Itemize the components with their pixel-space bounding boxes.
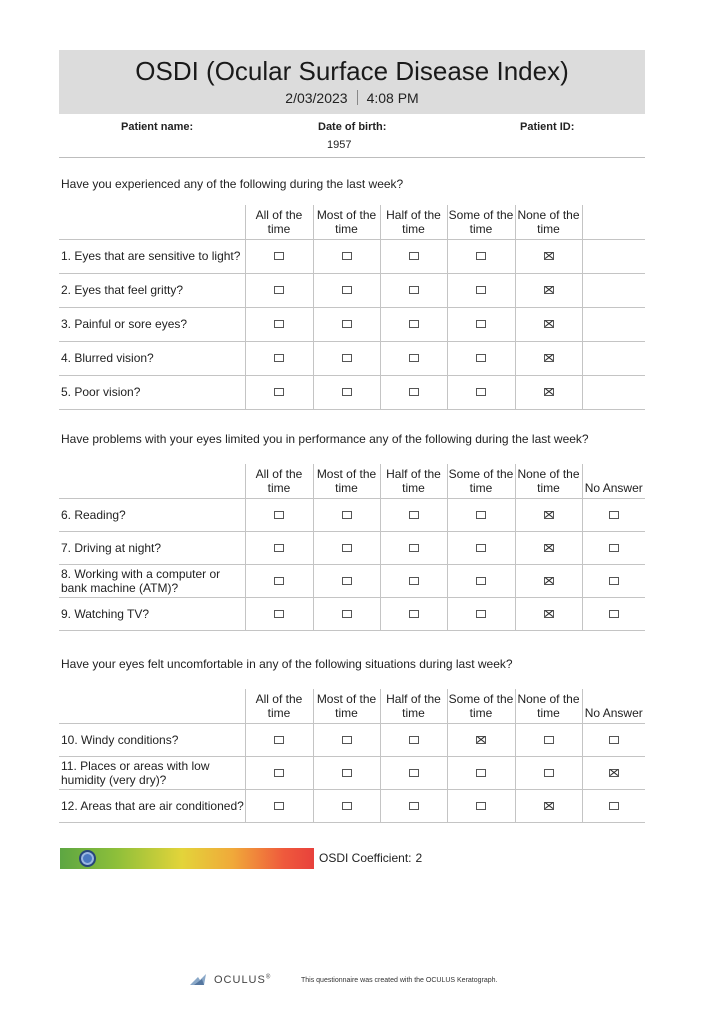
column-header-line-1: Half of the [386, 207, 441, 222]
answer-cell [582, 498, 645, 531]
checkbox-empty[interactable] [609, 511, 619, 519]
checkbox-empty[interactable] [609, 577, 619, 585]
patient-divider [59, 157, 645, 158]
report-datetime [59, 90, 645, 106]
checkbox-empty[interactable] [609, 544, 619, 552]
checkbox-empty[interactable] [409, 388, 419, 396]
checkbox-empty[interactable] [342, 354, 352, 362]
table-row [59, 498, 645, 531]
column-header-line-2: time [469, 480, 493, 495]
answer-cell [582, 564, 645, 597]
checkbox-empty[interactable] [476, 354, 486, 362]
trademark-mark: ® [265, 974, 272, 981]
checkbox-empty[interactable] [409, 286, 419, 294]
answer-cell [582, 273, 645, 307]
answer-cell [447, 564, 515, 597]
answer-cell [515, 307, 582, 341]
checkbox-empty[interactable] [342, 736, 352, 744]
table-header-row [59, 205, 645, 239]
answer-cell [313, 789, 380, 822]
checkbox-empty[interactable] [409, 769, 419, 777]
answer-cell [380, 375, 447, 409]
checkbox-empty[interactable] [274, 252, 284, 260]
checkbox-empty[interactable] [342, 769, 352, 777]
answer-cell [447, 273, 515, 307]
column-header-line-2: time [335, 221, 358, 236]
answer-cell [313, 597, 380, 630]
column-header-line-2: time [469, 705, 493, 720]
table-row [59, 756, 645, 789]
answer-cell [515, 341, 582, 375]
checkbox-empty[interactable] [544, 736, 554, 744]
oculus-logo [190, 974, 271, 986]
checkbox-empty[interactable] [342, 802, 352, 810]
column-header-line-2: No Answer [584, 705, 643, 720]
column-header-line-1: Most of the [316, 207, 377, 222]
column-header [515, 689, 582, 723]
answer-cell [313, 531, 380, 564]
answer-cell [447, 597, 515, 630]
checkbox-empty[interactable] [609, 736, 619, 744]
checkbox-empty[interactable] [409, 252, 419, 260]
section-3-table [59, 689, 645, 823]
answer-cell [515, 564, 582, 597]
dob-label: Date of birth: [318, 121, 387, 133]
checkbox-checked[interactable] [544, 577, 554, 585]
column-header-line-2: time [537, 705, 560, 720]
column-header [447, 689, 515, 723]
question-label-line-1: 2. Eyes that feel gritty? [61, 283, 184, 297]
checkbox-empty[interactable] [476, 320, 486, 328]
answer-cell [313, 307, 380, 341]
section-2-question: Have problems with your eyes limited you in performance any of the following during the last week? [61, 432, 589, 446]
answer-cell [245, 756, 313, 789]
table-row [59, 273, 645, 307]
dob-value: 1957 [327, 139, 352, 151]
column-header-line-2: time [335, 480, 358, 495]
osdi-coefficient-value: 2 [415, 851, 423, 865]
checkbox-empty[interactable] [476, 286, 486, 294]
answer-cell [380, 564, 447, 597]
table-header-row [59, 464, 645, 498]
checkbox-empty[interactable] [274, 286, 284, 294]
answer-cell [380, 498, 447, 531]
question-label-line-1: 3. Painful or sore eyes? [61, 317, 188, 331]
answer-cell [515, 273, 582, 307]
question-label [59, 564, 245, 597]
checkbox-empty[interactable] [544, 769, 554, 777]
column-header-line-1 [583, 215, 646, 229]
answer-cell [447, 789, 515, 822]
answer-cell [515, 597, 582, 630]
answer-cell [380, 531, 447, 564]
patient-name-label: Patient name: [121, 121, 194, 133]
column-header-line-1: Half of the [386, 691, 441, 706]
checkbox-empty[interactable] [342, 388, 352, 396]
column-header-line-1: None of the [517, 691, 580, 706]
column-header [245, 464, 313, 498]
section-1-question: Have you experienced any of the following during the last week? [61, 177, 404, 191]
answer-cell [380, 273, 447, 307]
column-header-line-1: All of the [255, 207, 303, 222]
column-header [245, 689, 313, 723]
column-header-line-1: Some of the [448, 466, 514, 481]
section-1-table [59, 205, 645, 410]
question-label-line-1: 7. Driving at night? [61, 540, 162, 555]
checkbox-empty[interactable] [342, 544, 352, 552]
column-header [447, 464, 515, 498]
answer-cell [447, 307, 515, 341]
checkbox-empty[interactable] [476, 252, 486, 260]
checkbox-checked[interactable] [544, 802, 554, 810]
answer-cell [515, 239, 582, 273]
question-label [59, 375, 245, 409]
answer-cell [582, 597, 645, 630]
answer-cell [245, 341, 313, 375]
section-3-question: Have your eyes felt uncomfortable in any of the following situations during last week? [61, 657, 513, 671]
question-label-line-1: 11. Places or areas with low [61, 758, 210, 773]
patient-id-label: Patient ID: [520, 121, 575, 133]
osdi-gauge-bar [60, 848, 314, 869]
question-label [59, 531, 245, 564]
question-label [59, 498, 245, 531]
answer-cell [380, 723, 447, 756]
checkbox-empty[interactable] [274, 802, 284, 810]
answer-cell [515, 498, 582, 531]
column-header-line-2: time [335, 705, 358, 720]
question-label [59, 789, 245, 822]
checkbox-empty[interactable] [476, 769, 486, 777]
checkbox-checked[interactable] [544, 354, 554, 362]
answer-cell [245, 498, 313, 531]
column-header-line-2: time [267, 221, 291, 236]
question-label [59, 239, 245, 273]
column-header-line-1: All of the [255, 466, 303, 481]
checkbox-empty[interactable] [274, 577, 284, 585]
column-header [582, 464, 645, 498]
table-row [59, 564, 645, 597]
checkbox-empty[interactable] [409, 736, 419, 744]
column-header-line-1 [583, 467, 646, 481]
footer-note: This questionnaire was created with the OCULUS Keratograph. [301, 977, 498, 984]
column-header [380, 689, 447, 723]
checkbox-checked[interactable] [544, 388, 554, 396]
checkbox-empty[interactable] [409, 544, 419, 552]
report-time: 4:08 PM [366, 90, 419, 106]
report-title: OSDI (Ocular Surface Disease Index) [135, 56, 569, 86]
report-header [59, 50, 645, 114]
checkbox-empty[interactable] [409, 354, 419, 362]
answer-cell [380, 789, 447, 822]
column-header-line-2: time [267, 705, 291, 720]
column-header [380, 205, 447, 239]
checkbox-empty[interactable] [476, 511, 486, 519]
table-row [59, 375, 645, 409]
table-row [59, 723, 645, 756]
question-label-line-1: 1. Eyes that are sensitive to light? [61, 249, 241, 263]
table-header-row [59, 689, 645, 723]
answer-cell [515, 531, 582, 564]
answer-cell [582, 723, 645, 756]
checkbox-checked[interactable] [476, 736, 486, 744]
answer-cell [313, 375, 380, 409]
checkbox-empty[interactable] [274, 769, 284, 777]
question-label [59, 341, 245, 375]
checkbox-checked[interactable] [544, 286, 554, 294]
checkbox-empty[interactable] [274, 320, 284, 328]
checkbox-empty[interactable] [476, 802, 486, 810]
checkbox-empty[interactable] [476, 610, 486, 618]
checkbox-checked[interactable] [544, 252, 554, 260]
checkbox-empty[interactable] [476, 388, 486, 396]
column-header-line-2: time [402, 705, 425, 720]
answer-cell [447, 498, 515, 531]
question-label-line-1: 9. Watching TV? [61, 606, 150, 621]
column-header-line-1: Most of the [316, 691, 377, 706]
answer-cell [245, 273, 313, 307]
answer-cell [380, 307, 447, 341]
row-label-header [59, 689, 245, 723]
checkbox-empty[interactable] [409, 802, 419, 810]
answer-cell [313, 273, 380, 307]
oculus-logo-icon [190, 974, 212, 986]
answer-cell [515, 789, 582, 822]
answer-cell [447, 375, 515, 409]
column-header [380, 464, 447, 498]
answer-cell [582, 341, 645, 375]
answer-cell [245, 307, 313, 341]
checkbox-empty[interactable] [274, 610, 284, 618]
row-label-header [59, 464, 245, 498]
question-label [59, 307, 245, 341]
column-header [313, 689, 380, 723]
answer-cell [447, 756, 515, 789]
column-header [313, 464, 380, 498]
answer-cell [447, 341, 515, 375]
checkbox-empty[interactable] [274, 736, 284, 744]
answer-cell [582, 756, 645, 789]
answer-cell [245, 375, 313, 409]
column-header-line-1 [583, 692, 646, 706]
question-label-line-2: humidity (very dry)? [61, 772, 167, 787]
answer-cell [245, 723, 313, 756]
question-label-line-1: 10. Windy conditions? [61, 732, 179, 747]
checkbox-empty[interactable] [476, 577, 486, 585]
column-header-line-2: time [537, 221, 560, 236]
column-header [313, 205, 380, 239]
column-header [245, 205, 313, 239]
answer-cell [582, 789, 645, 822]
datetime-divider [357, 90, 358, 105]
checkbox-empty[interactable] [409, 610, 419, 618]
question-label-line-2: bank machine (ATM)? [61, 580, 179, 595]
answer-cell [380, 341, 447, 375]
checkbox-empty[interactable] [274, 511, 284, 519]
checkbox-empty[interactable] [274, 544, 284, 552]
checkbox-empty[interactable] [476, 544, 486, 552]
table-row [59, 239, 645, 273]
checkbox-empty[interactable] [342, 320, 352, 328]
checkbox-empty[interactable] [342, 577, 352, 585]
column-header-line-1: All of the [255, 691, 303, 706]
question-label [59, 273, 245, 307]
checkbox-empty[interactable] [409, 320, 419, 328]
answer-cell [245, 789, 313, 822]
column-header-line-2: time [402, 221, 425, 236]
column-header-line-1: Most of the [316, 466, 377, 481]
column-header [447, 205, 515, 239]
question-label-line-1: 4. Blurred vision? [61, 351, 154, 365]
answer-cell [380, 756, 447, 789]
answer-cell [313, 756, 380, 789]
answer-cell [380, 597, 447, 630]
answer-cell [380, 239, 447, 273]
checkbox-checked[interactable] [544, 511, 554, 519]
column-header-line-2: time [267, 480, 291, 495]
question-label-line-1: 12. Areas that are air conditioned? [61, 798, 244, 813]
answer-cell [447, 239, 515, 273]
table-row [59, 341, 645, 375]
checkbox-checked[interactable] [609, 769, 619, 777]
table-row [59, 307, 645, 341]
column-header [582, 205, 645, 239]
column-header-line-2: time [537, 480, 560, 495]
answer-cell [245, 564, 313, 597]
checkbox-empty[interactable] [342, 252, 352, 260]
osdi-coefficient-label: OSDI Coefficient: [319, 851, 412, 865]
osdi-coefficient [319, 851, 422, 865]
question-label-line-1: 6. Reading? [61, 507, 126, 522]
answer-cell [515, 375, 582, 409]
checkbox-empty[interactable] [342, 610, 352, 618]
table-row [59, 531, 645, 564]
checkbox-empty[interactable] [609, 610, 619, 618]
column-header-line-2: No Answer [584, 480, 643, 495]
answer-cell [447, 531, 515, 564]
oculus-brand: OCULUS [214, 974, 266, 986]
answer-cell [313, 498, 380, 531]
answer-cell [582, 531, 645, 564]
checkbox-checked[interactable] [544, 320, 554, 328]
answer-cell [515, 756, 582, 789]
row-label-header [59, 205, 245, 239]
question-label [59, 756, 245, 789]
answer-cell [245, 531, 313, 564]
answer-cell [515, 723, 582, 756]
checkbox-empty[interactable] [409, 577, 419, 585]
checkbox-empty[interactable] [609, 802, 619, 810]
report-date: 2/03/2023 [285, 90, 348, 106]
column-header-line-1: None of the [517, 207, 580, 222]
question-label [59, 723, 245, 756]
osdi-gauge-marker [79, 850, 96, 867]
checkbox-empty[interactable] [274, 354, 284, 362]
column-header-line-2: time [402, 480, 425, 495]
table-row [59, 597, 645, 630]
answer-cell [582, 307, 645, 341]
question-label-line-1: 5. Poor vision? [61, 385, 141, 399]
checkbox-checked[interactable] [544, 610, 554, 618]
question-label-line-1: 8. Working with a computer or [61, 566, 221, 581]
column-header-line-2: time [469, 221, 493, 236]
column-header-line-1: Some of the [448, 691, 514, 706]
answer-cell [582, 375, 645, 409]
column-header-line-1: None of the [517, 466, 580, 481]
question-label [59, 597, 245, 630]
answer-cell [447, 723, 515, 756]
answer-cell [313, 341, 380, 375]
column-header-line-1: Some of the [448, 207, 514, 222]
answer-cell [582, 239, 645, 273]
answer-cell [313, 723, 380, 756]
checkbox-empty[interactable] [342, 286, 352, 294]
table-row [59, 789, 645, 822]
column-header [515, 464, 582, 498]
answer-cell [245, 597, 313, 630]
answer-cell [313, 239, 380, 273]
column-header [582, 689, 645, 723]
checkbox-empty[interactable] [342, 511, 352, 519]
section-2-table [59, 464, 645, 631]
column-header [515, 205, 582, 239]
checkbox-empty[interactable] [409, 511, 419, 519]
answer-cell [245, 239, 313, 273]
answer-cell [313, 564, 380, 597]
checkbox-checked[interactable] [544, 544, 554, 552]
checkbox-empty[interactable] [274, 388, 284, 396]
column-header-line-1: Half of the [386, 466, 441, 481]
